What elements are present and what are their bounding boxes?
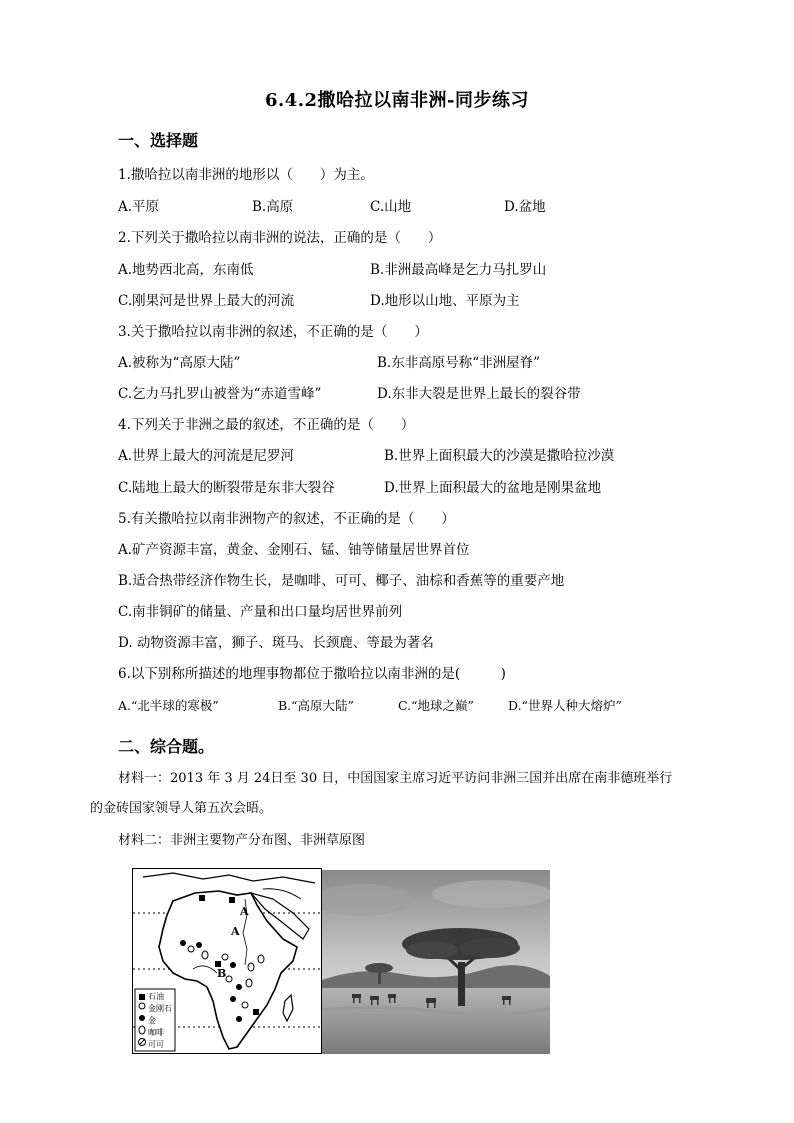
section-heading-choice: 一、选择题 — [118, 131, 199, 150]
africa-products-map — [132, 868, 322, 1054]
question-2-option-b: B.非洲最高峰是乞力马扎罗山 — [370, 262, 547, 278]
question-5-option-b: B.适合热带经济作物生长，是咖啡、可可、椰子、油棕和香蕉等的重要产地 — [118, 573, 565, 589]
question-4-option-d: D.世界上面积最大的盆地是刚果盆地 — [384, 480, 602, 496]
material-1-line-2: 的金砖国家领导人第五次会晤。 — [90, 801, 273, 816]
question-5-stem: 5.有关撒哈拉以南非洲物产的叙述，不正确的是（ ） — [118, 511, 455, 527]
question-3-option-d: D.东非大裂是世界上最长的裂谷带 — [377, 386, 581, 402]
question-3-stem: 3.关于撒哈拉以南非洲的叙述，不正确的是（ ） — [118, 324, 428, 340]
question-1-option-d: D.盆地 — [504, 199, 546, 215]
map-label-a-north: A — [240, 905, 249, 918]
question-2-option-c: C.刚果河是世界上最大的河流 — [118, 293, 295, 309]
material-2-caption: 材料二：非洲主要物产分布图、非洲草原图 — [118, 833, 366, 848]
map-legend-gold: 金 — [148, 1016, 156, 1025]
question-6-stem: 6.以下别称所描述的地理事物都位于撒哈拉以南非洲的是( ) — [118, 666, 506, 682]
question-4-option-c: C.陆地上最大的断裂带是东非大裂谷 — [118, 480, 335, 496]
question-5-option-c: C.南非铜矿的储量、产量和出口量均居世界前列 — [118, 604, 403, 620]
question-3-option-c: C.乞力马扎罗山被誉为“赤道雪峰” — [118, 386, 322, 402]
question-1-option-a: A.平原 — [118, 199, 160, 215]
question-6-option-c: C.“地球之巅” — [398, 698, 474, 713]
map-label-b: B — [217, 967, 227, 980]
question-2-option-d: D.地形以山地、平原为主 — [370, 293, 520, 309]
map-legend-diamond: 金刚石 — [148, 1004, 172, 1013]
african-savanna-photo — [322, 870, 550, 1054]
question-6-option-a: A.“北半球的寒极” — [118, 698, 219, 713]
savanna-photo-graphic — [322, 870, 550, 1054]
figures-row — [132, 868, 552, 1054]
question-3-option-a: A.被称为“高原大陆” — [118, 355, 241, 371]
material-1-line-1: 材料一：2013 年 3 月 24日至 30 日，中国国家主席习近平访问非洲三国并出席在南非德班举行 — [118, 771, 673, 786]
question-6-option-b: B.“高原大陆” — [278, 698, 354, 713]
question-1-option-b: B.高原 — [252, 199, 294, 215]
section-heading-comprehensive: 二、综合题。 — [118, 737, 215, 756]
question-3-option-b: B.东非高原号称“非洲屋脊” — [377, 355, 541, 371]
question-6-option-d: D.“世界人种大熔炉” — [508, 698, 622, 713]
question-4-option-a: A.世界上最大的河流是尼罗河 — [118, 448, 295, 464]
question-1-stem: 1.撒哈拉以南非洲的地形以（ ）为主。 — [118, 167, 374, 183]
question-1-option-c: C.山地 — [370, 199, 412, 215]
question-5-option-a: A.矿产资源丰富，黄金、金刚石、锰、铀等储量居世界首位 — [118, 542, 470, 558]
question-4-option-b: B.世界上面积最大的沙漠是撒哈拉沙漠 — [384, 448, 615, 464]
question-2-option-a: A.地势西北高，东南低 — [118, 262, 254, 278]
question-5-option-d: D. 动物资源丰富，狮子、斑马、长颈鹿、等最为著名 — [118, 635, 434, 651]
page-title: 6.4.2撒哈拉以南非洲-同步练习 — [264, 90, 530, 111]
question-4-stem: 4.下列关于非洲之最的叙述，不正确的是（ ） — [118, 417, 415, 433]
map-label-a-central: A — [231, 925, 240, 938]
map-legend-cocoa: 可可 — [148, 1040, 164, 1049]
africa-map-graphic — [133, 869, 321, 1053]
question-2-stem: 2.下列关于撒哈拉以南非洲的说法，正确的是（ ） — [118, 230, 442, 246]
map-legend-oil: 石油 — [148, 992, 164, 1001]
map-legend-coffee: 咖啡 — [148, 1028, 164, 1037]
